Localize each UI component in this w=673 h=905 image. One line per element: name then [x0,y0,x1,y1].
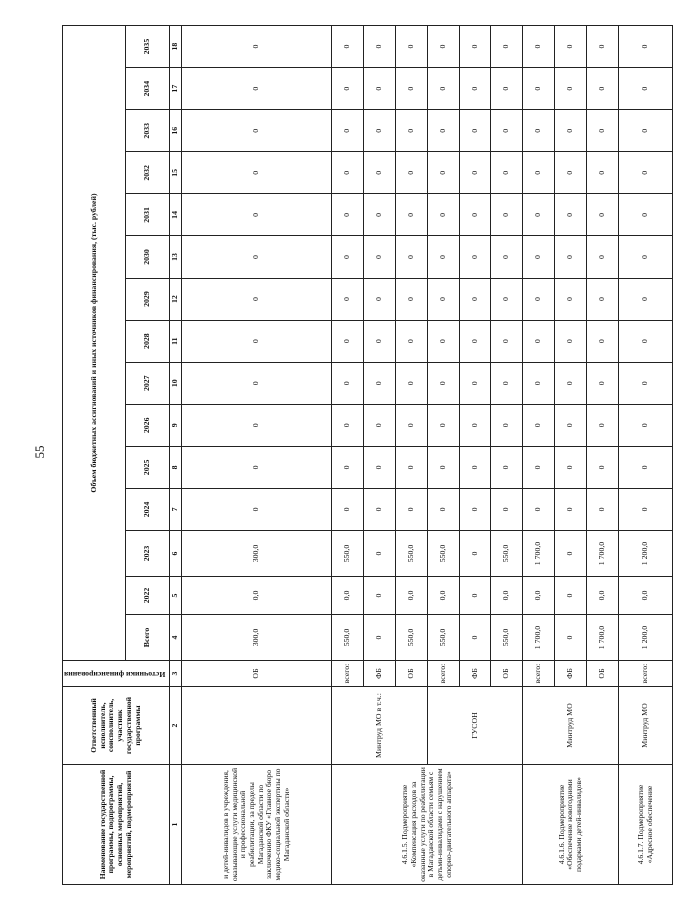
value-cell: 0 [459,236,491,278]
value-cell: 0,0 [182,577,332,615]
value-cell: 550,0 [427,615,459,661]
value-cell: 0 [491,152,523,194]
table-row [182,26,332,885]
col-number: 2 [170,687,182,765]
value-cell: 0 [182,236,332,278]
value-cell: 1 200,0 [618,615,673,661]
table-row [427,26,459,885]
value-cell: 0 [618,194,673,236]
value-cell: 1 200,0 [618,531,673,577]
col-number: 5 [170,577,182,615]
table-row [523,26,555,885]
value-cell: 0 [555,446,587,488]
value-cell: 0 [364,362,396,404]
value-cell: 0 [182,446,332,488]
executor-cell: Минтруд МО [523,687,619,765]
value-cell: 0 [459,577,491,615]
value-cell: 0 [555,488,587,530]
value-cell: 0 [459,615,491,661]
value-cell: 0 [427,446,459,488]
value-cell: 0 [459,320,491,362]
value-cell: 0 [182,278,332,320]
value-cell: 550,0 [332,615,364,661]
value-cell: 0 [427,404,459,446]
col-number: 13 [170,236,182,278]
financing-table [62,25,673,885]
year-header: 2029 [126,278,170,320]
value-cell: 0 [618,488,673,530]
value-cell: 0 [427,488,459,530]
value-cell: 0 [491,404,523,446]
year-header: 2034 [126,68,170,110]
value-cell: 0 [555,26,587,68]
value-cell: 0 [395,194,427,236]
value-cell: 0 [523,446,555,488]
value-cell: 0 [587,110,619,152]
value-cell: 0 [587,152,619,194]
value-cell: 0 [523,26,555,68]
value-cell: 0 [332,236,364,278]
value-cell: 0 [491,236,523,278]
value-cell: 0 [364,531,396,577]
value-cell: 0 [618,404,673,446]
value-cell: 0 [395,278,427,320]
value-cell: 0 [491,278,523,320]
source-cell: всего: [332,661,364,687]
executor-cell: Минтруд МО в т.ч.: [332,687,428,765]
rotated-table-container [62,25,654,885]
value-cell: 550,0 [491,615,523,661]
header-executor: Ответственный исполнитель, соисполнитель, участник государственной программы [63,687,170,765]
value-cell: 0 [395,68,427,110]
year-header: 2028 [126,320,170,362]
source-cell: всего: [618,661,673,687]
value-cell: 0 [555,404,587,446]
activity-name: 4.6.1.6. Подмероприятие «Обеспечение новогодними подарками детей-инвалидов» [523,765,619,885]
year-header: 2030 [126,236,170,278]
value-cell: 0 [332,110,364,152]
value-cell: 1 700,0 [587,615,619,661]
value-cell: 0 [364,152,396,194]
value-cell: 0 [555,68,587,110]
value-cell: 0 [395,362,427,404]
value-cell: 0 [364,194,396,236]
year-header: 2031 [126,194,170,236]
value-cell: 0 [332,68,364,110]
value-cell: 0,0 [427,577,459,615]
value-cell: 0 [459,488,491,530]
value-cell: 0 [332,194,364,236]
value-cell: 0 [332,362,364,404]
value-cell: 0 [332,404,364,446]
value-cell: 0 [332,488,364,530]
executor-cell [182,687,332,765]
value-cell: 0 [332,320,364,362]
value-cell: 0 [555,152,587,194]
value-cell: 0 [364,488,396,530]
source-cell: ОБ [395,661,427,687]
value-cell: 0 [523,404,555,446]
value-cell: 0 [332,152,364,194]
source-cell: ОБ [182,661,332,687]
value-cell: 0 [491,320,523,362]
value-cell: 0 [555,362,587,404]
value-cell: 0 [332,446,364,488]
value-cell: 0 [427,194,459,236]
col-number: 3 [170,661,182,687]
value-cell: 550,0 [332,531,364,577]
value-cell: 1 700,0 [587,531,619,577]
table-row [332,26,364,885]
year-header: 2022 [126,577,170,615]
value-cell: 1 700,0 [523,615,555,661]
value-cell: 0 [364,320,396,362]
value-cell: 0,0 [332,577,364,615]
col-number: 18 [170,26,182,68]
value-cell: 0 [555,577,587,615]
value-cell: 0 [587,446,619,488]
value-cell: 0 [459,404,491,446]
value-cell: 0 [459,446,491,488]
value-cell: 0 [332,278,364,320]
value-cell: 0 [182,194,332,236]
header-volume: Объем бюджетных ассигнований и иных источников финансирования, (тыс. рублей) [63,26,126,661]
col-number: 1 [170,765,182,885]
value-cell: 0 [427,152,459,194]
source-cell: всего: [523,661,555,687]
col-number: 7 [170,488,182,530]
col-number: 17 [170,68,182,110]
year-header: 2027 [126,362,170,404]
value-cell: 0 [395,446,427,488]
value-cell: 0 [618,110,673,152]
value-cell: 0 [555,194,587,236]
value-cell: 0 [523,194,555,236]
value-cell: 0 [523,320,555,362]
value-cell: 0 [395,26,427,68]
executor-cell: ГУСОН [427,687,523,765]
value-cell: 0 [491,488,523,530]
value-cell: 0 [491,110,523,152]
value-cell: 0 [364,615,396,661]
header-source: Источники финансирования [63,661,170,687]
value-cell: 0 [523,278,555,320]
source-cell: ФБ [459,661,491,687]
value-cell: 0 [332,26,364,68]
source-cell: всего: [427,661,459,687]
value-cell: 0 [523,68,555,110]
value-cell: 0 [395,236,427,278]
year-header: 2033 [126,110,170,152]
source-cell: ФБ [555,661,587,687]
value-cell: 0 [491,362,523,404]
col-number: 14 [170,194,182,236]
source-cell: ОБ [491,661,523,687]
value-cell: 0 [364,26,396,68]
value-cell: 0 [587,320,619,362]
value-cell: 550,0 [395,615,427,661]
value-cell: 0 [364,110,396,152]
value-cell: 0 [459,26,491,68]
value-cell: 0 [587,26,619,68]
value-cell: 0 [427,278,459,320]
col-number: 12 [170,278,182,320]
year-header: 2023 [126,531,170,577]
value-cell: 0 [364,404,396,446]
value-cell: 0 [182,68,332,110]
value-cell: 550,0 [427,531,459,577]
value-cell: 0 [523,362,555,404]
value-cell: 0 [618,278,673,320]
year-header: 2035 [126,26,170,68]
value-cell: 0 [182,320,332,362]
col-number: 8 [170,446,182,488]
value-cell: 0 [427,26,459,68]
value-cell: 0 [618,446,673,488]
value-cell: 0 [427,110,459,152]
value-cell: 0 [555,531,587,577]
value-cell: 0 [587,488,619,530]
value-cell: 0 [555,278,587,320]
value-cell: 0 [523,236,555,278]
table-row [618,26,673,885]
value-cell: 0,0 [491,577,523,615]
value-cell: 0 [491,194,523,236]
col-number: 15 [170,152,182,194]
activity-name: 4.6.1.5. Подмероприятие «Компенсация расходов за оказанные услуги по реабилитации в Магаданской области семьям с детьми-инвалидами с нарушением опорно-двигательного аппарата» [332,765,523,885]
value-cell: 0 [182,404,332,446]
value-cell: 0 [618,26,673,68]
value-cell: 0 [587,68,619,110]
col-number: 10 [170,362,182,404]
value-cell: 0 [491,68,523,110]
value-cell: 0 [459,362,491,404]
value-cell: 0 [427,362,459,404]
value-cell: 0 [491,446,523,488]
value-cell: 0 [555,615,587,661]
value-cell: 0 [618,362,673,404]
value-cell: 0 [427,68,459,110]
value-cell: 550,0 [491,531,523,577]
value-cell: 0 [523,110,555,152]
value-cell: 0 [459,531,491,577]
value-cell: 0 [395,152,427,194]
header-row-1 [63,26,126,885]
value-cell: 0 [523,488,555,530]
header-total: Всего [126,615,170,661]
value-cell: 0 [459,194,491,236]
activity-name: 4.6.1.7. Подмероприятие «Адресное обеспечение [618,765,673,885]
value-cell: 0 [618,236,673,278]
value-cell: 0 [395,488,427,530]
value-cell: 0 [364,278,396,320]
value-cell: 0 [459,110,491,152]
value-cell: 0 [555,110,587,152]
value-cell: 0 [395,110,427,152]
col-number: 6 [170,531,182,577]
col-number: 11 [170,320,182,362]
value-cell: 0 [618,320,673,362]
value-cell: 0 [395,320,427,362]
value-cell: 0 [523,152,555,194]
year-header: 2025 [126,446,170,488]
value-cell: 0 [182,110,332,152]
activity-name: и детей-инвалидов в учреждения, оказывающие услуги медицинской и профессиональной реабилитации, за пределы Магаданской области по заключению ФКУ «Главное бюро медико-социальной экспертизы по Магаданской области» [182,765,332,885]
value-cell: 0 [182,152,332,194]
value-cell: 300,0 [182,531,332,577]
year-header: 2032 [126,152,170,194]
value-cell: 0 [427,236,459,278]
value-cell: 0 [587,404,619,446]
value-cell: 0 [364,68,396,110]
value-cell: 0 [618,152,673,194]
value-cell: 0 [587,194,619,236]
col-number: 16 [170,110,182,152]
value-cell: 0 [182,26,332,68]
value-cell: 0 [459,68,491,110]
source-cell: ФБ [364,661,396,687]
year-header: 2024 [126,488,170,530]
value-cell: 300,0 [182,615,332,661]
header-name: Наименование государственной программы, подпрограммы, основных мероприятий, мероприятий, подмероприятий [63,765,170,885]
value-cell: 0 [395,404,427,446]
value-cell: 550,0 [395,531,427,577]
value-cell: 0,0 [618,577,673,615]
page-number: 55 [32,445,47,459]
value-cell: 0 [459,152,491,194]
value-cell: 0,0 [523,577,555,615]
value-cell: 0 [364,577,396,615]
value-cell: 0 [182,488,332,530]
col-number: 9 [170,404,182,446]
value-cell: 0 [364,446,396,488]
value-cell: 0,0 [587,577,619,615]
year-header: 2026 [126,404,170,446]
value-cell: 0 [491,26,523,68]
value-cell: 0 [427,320,459,362]
value-cell: 0 [587,278,619,320]
column-numbers-row [170,26,182,885]
value-cell: 0 [587,236,619,278]
value-cell: 0 [555,320,587,362]
value-cell: 0 [618,68,673,110]
executor-cell: Минтруд МО [618,687,673,765]
value-cell: 0 [182,362,332,404]
col-number: 4 [170,615,182,661]
value-cell: 0 [587,362,619,404]
source-cell: ОБ [587,661,619,687]
value-cell: 0,0 [395,577,427,615]
value-cell: 0 [364,236,396,278]
value-cell: 0 [459,278,491,320]
value-cell: 0 [555,236,587,278]
value-cell: 1 700,0 [523,531,555,577]
